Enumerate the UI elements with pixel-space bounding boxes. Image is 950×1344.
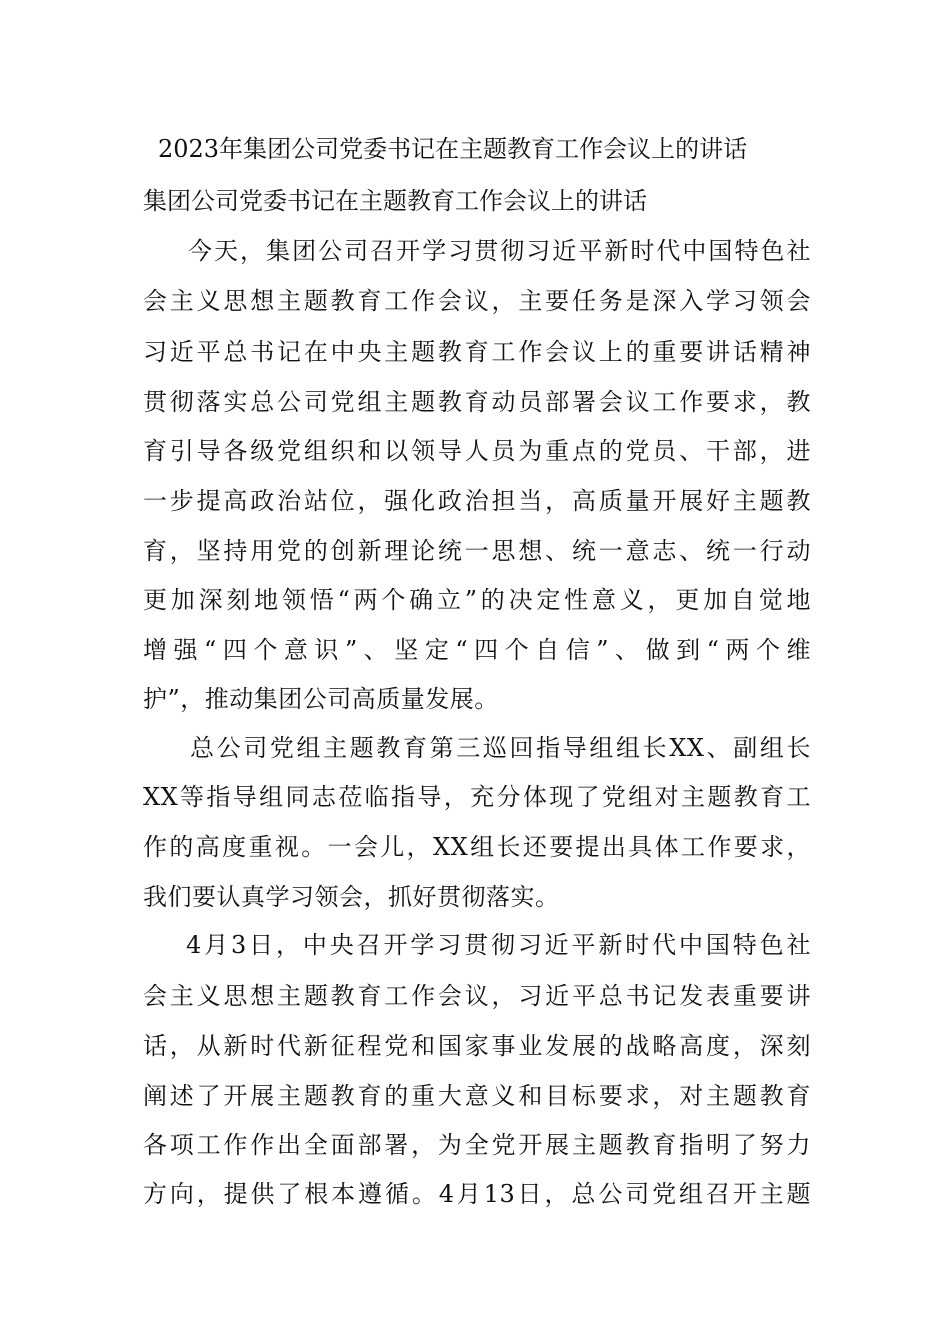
- paragraph-1-line-9: 增强“四个意识”、坚定“四个自信”、做到“两个维: [143, 636, 811, 664]
- paragraph-2-line-4: 我们要认真学习领会，抓好贯彻落实。: [143, 883, 560, 911]
- paragraph-1-line-1: 今天，集团公司召开学习贯彻习近平新时代中国特色社: [188, 237, 811, 265]
- paragraph-1-line-5: 育引导各级党组织和以领导人员为重点的党员、干部，进: [143, 437, 811, 465]
- paragraph-3-line-4: 阐述了开展主题教育的重大意义和目标要求，对主题教育: [143, 1082, 811, 1110]
- paragraph-2-line-3: 作的高度重视。一会儿，XX组长还要提出具体工作要求，: [143, 833, 811, 861]
- paragraph-1-line-3: 习近平总书记在中央主题教育工作会议上的重要讲话精神: [143, 338, 811, 366]
- paragraph-2-line-1: 总公司党组主题教育第三巡回指导组组长XX、副组长: [190, 734, 811, 762]
- paragraph-1-line-2: 会主义思想主题教育工作会议，主要任务是深入学习领会: [143, 287, 811, 315]
- paragraph-1-line-6: 一步提高政治站位，强化政治担当，高质量开展好主题教: [143, 487, 811, 515]
- paragraph-3-line-6: 方向，提供了根本遵循。4月13日，总公司党组召开主题: [143, 1180, 811, 1208]
- paragraph-3-line-5: 各项工作作出全面部署，为全党开展主题教育指明了努力: [143, 1131, 811, 1159]
- paragraph-1-line-8: 更加深刻地领悟“两个确立”的决定性意义，更加自觉地: [143, 586, 811, 614]
- paragraph-1-line-4: 贯彻落实总公司党组主题教育动员部署会议工作要求，教: [143, 388, 811, 416]
- paragraph-3-line-2: 会主义思想主题教育工作会议，习近平总书记发表重要讲: [143, 982, 811, 1010]
- paragraph-3-line-3: 话，从新时代新征程党和国家事业发展的战略高度，深刻: [143, 1032, 811, 1060]
- paragraph-3-line-1: 4月3日，中央召开学习贯彻习近平新时代中国特色社: [186, 931, 811, 959]
- paragraph-1-line-10: 护”，推动集团公司高质量发展。: [143, 685, 499, 713]
- document-subtitle: 集团公司党委书记在主题教育工作会议上的讲话: [143, 187, 647, 215]
- paragraph-1-line-7: 育，坚持用党的创新理论统一思想、统一意志、统一行动: [143, 537, 811, 565]
- document-title: 2023年集团公司党委书记在主题教育工作会议上的讲话: [158, 135, 748, 163]
- paragraph-2-line-2: XX等指导组同志莅临指导，充分体现了党组对主题教育工: [143, 783, 811, 811]
